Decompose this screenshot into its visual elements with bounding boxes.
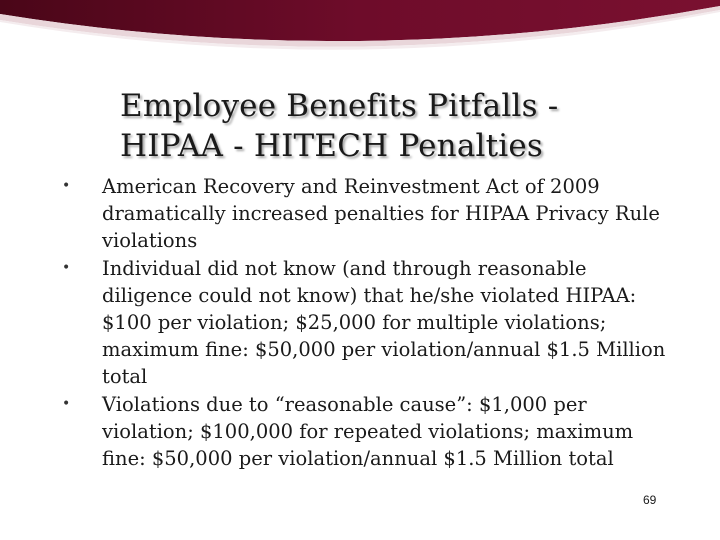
bullet-list [62, 173, 682, 472]
slide-title [120, 86, 640, 166]
bullet-text: American Recovery and Reinvestment Act of 2009 dramatically increased penalties for HIPAA Privacy Rule violations [102, 175, 660, 253]
bullet-text: Individual did not know (and through reasonable diligence could not know) that he/she violated HIPAA: $100 per violation; $25,000 for multiple violations; maximum fine: $50,000 per violation/annual $1.5 Million total [102, 256, 666, 389]
page-number: 69 [643, 493, 657, 507]
top-decorative-band [0, 0, 720, 60]
bullet-item [62, 255, 682, 391]
bullet-marker: • [62, 395, 71, 412]
bullet-item [62, 391, 682, 473]
bullet-item [62, 173, 682, 255]
slide-title-line-1: Employee Benefits Pitfalls - [120, 88, 559, 124]
bullet-marker: • [62, 259, 71, 276]
slide-title-line-2: HIPAA - HITECH Penalties [120, 128, 544, 164]
bullet-text: Violations due to “reasonable cause”: $1,000 per violation; $100,000 for repeated violations; maximum fine: $50,000 per violation/annual $1.5 Million total [102, 392, 634, 471]
bullet-marker: • [62, 178, 71, 194]
